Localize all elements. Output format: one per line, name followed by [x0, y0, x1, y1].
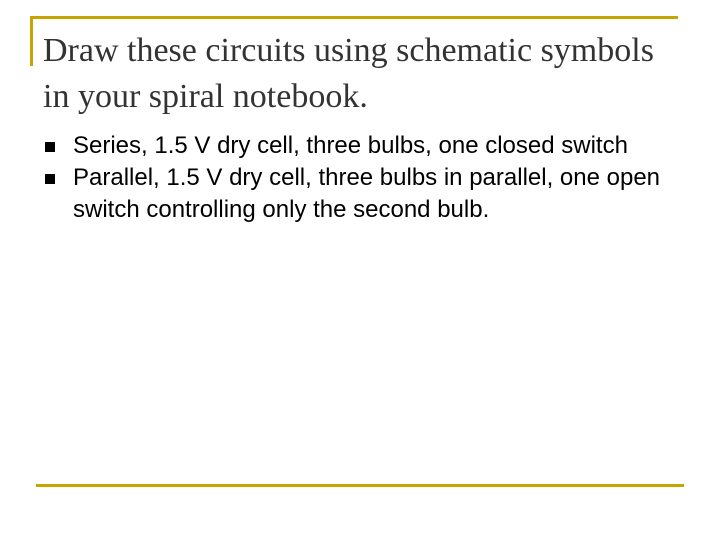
- bullet-item-series: [45, 130, 685, 162]
- top-accent-rule: [30, 16, 678, 19]
- bullet-text: Series, 1.5 V dry cell, three bulbs, one closed switch: [73, 132, 628, 159]
- bullet-item-parallel: [45, 162, 685, 226]
- left-accent-rule: [30, 16, 33, 66]
- slide-title: Draw these circuits using schematic symbols in your spiral notebook.: [43, 32, 654, 115]
- bottom-accent-rule: [36, 484, 684, 487]
- square-bullet-icon: [45, 174, 55, 184]
- bullet-list: [45, 130, 685, 226]
- square-bullet-icon: [45, 142, 55, 152]
- bullet-text: Parallel, 1.5 V dry cell, three bulbs in parallel, one open switch controlling only the second bulb.: [73, 164, 661, 223]
